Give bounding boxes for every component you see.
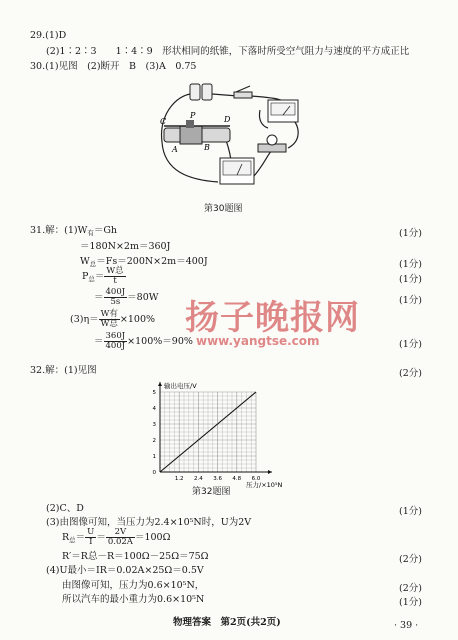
y-tick-label: 3 xyxy=(152,422,156,428)
q32-line8: 所以汽车的最小重力为0.6×10⁵N xyxy=(62,594,205,605)
label-a: A xyxy=(172,145,178,154)
q32-score-1: (2分) xyxy=(399,368,422,379)
label-d: D xyxy=(224,115,231,124)
y-axis-arrow xyxy=(158,382,162,386)
label-p: P xyxy=(190,111,196,120)
q29-line2: (2)1∶2∶3 1∶4∶9 形状相同的纸锥，下落时所受空气阻力与速度的平方成正比 xyxy=(46,46,410,57)
q32-score-7: (2分) xyxy=(399,583,422,594)
q31-line3: $W_总=Fs=200N\times 2m=400J$ xyxy=(80,256,208,268)
q32-score-2: (1分) xyxy=(399,506,422,517)
y-tick-label: 1 xyxy=(152,454,156,460)
x-tick-label: 3.6 xyxy=(213,476,222,482)
label-c: C xyxy=(160,117,167,126)
q32-line4: $R_总=$ $\frac{U}{I}$ ＝ $\frac{2V}{0.02A}$ ＝100Ω xyxy=(62,527,171,547)
output-voltage-chart xyxy=(146,378,286,488)
q31-line4: $P_总=$ $\frac{\text{W总}}{t}$ xyxy=(82,266,124,286)
q30-line1: 30.(1)见图 (2)断开 B (3)A 0.75 xyxy=(30,61,197,72)
x-tick-label: 2.4 xyxy=(194,476,203,482)
x-axis-arrow xyxy=(268,470,272,474)
watermark-brand: 扬子晚报网 xyxy=(185,298,360,338)
label-b: B xyxy=(204,143,210,152)
x-tick-label: 4.8 xyxy=(232,476,242,482)
y-tick-label: 2 xyxy=(152,438,156,444)
q31-line2: ＝180N×2m＝360J xyxy=(80,241,171,252)
x-tick-label: 6.0 xyxy=(251,476,261,482)
q31-score-5: (1分) xyxy=(399,339,422,350)
y-tick-label: 0 xyxy=(152,470,156,476)
page-number: · 39 · xyxy=(394,620,419,631)
y-axis-label: 输出电压/V xyxy=(164,382,197,390)
q32-line3: (3)由图像可知，当压力为2.4×10⁵N时，U为2V xyxy=(46,517,252,528)
y-tick-label: 4 xyxy=(152,406,156,412)
q32-line2: (2)C、D xyxy=(46,503,84,514)
x-axis-label: 压力/×10⁵N xyxy=(246,481,283,488)
q32-score-8: (1分) xyxy=(399,597,422,608)
figure-30-caption: 第30题图 xyxy=(204,204,243,214)
q31-score-4: (1分) xyxy=(399,295,422,306)
q31-line7: ＝ $\frac{360J}{400J}$ ×100%＝90% xyxy=(94,331,193,351)
q32-line6: (4)U最小＝IR＝0.02A×25Ω＝0.5V xyxy=(46,565,204,576)
q29-line1: 29.(1)D xyxy=(30,30,67,41)
circuit-diagram xyxy=(150,82,310,197)
q32-score-5: (2分) xyxy=(399,554,422,565)
figure-32-caption: 第32题图 xyxy=(192,487,231,497)
q31-score-3: (1分) xyxy=(399,274,422,285)
q32-head: 32.解：(1)见图 xyxy=(30,365,97,376)
q31-score-1: (1分) xyxy=(399,228,422,239)
x-tick-label: 1.2 xyxy=(174,476,184,482)
q31-score-2: (1分) xyxy=(399,259,422,270)
watermark-url: www.yangtse.com xyxy=(196,334,320,348)
q31-line6: (3)η＝ $\frac{\text{W有}}{\text{W总}}$ ×100% xyxy=(70,309,156,329)
q32-line7: 由图像可知，压力为0.6×10⁵N， xyxy=(62,580,205,591)
y-tick-label: 5 xyxy=(152,390,156,396)
footer-title: 物理答案 第2页(共2页) xyxy=(173,617,281,628)
q31-line5: ＝ $\frac{400J}{5s}$ ＝80W xyxy=(94,287,159,307)
q31-head: 31.解：$(1)W_有=Gh$ xyxy=(30,225,118,237)
q32-line5: R′＝R总－R＝100Ω－25Ω＝75Ω xyxy=(62,551,209,562)
